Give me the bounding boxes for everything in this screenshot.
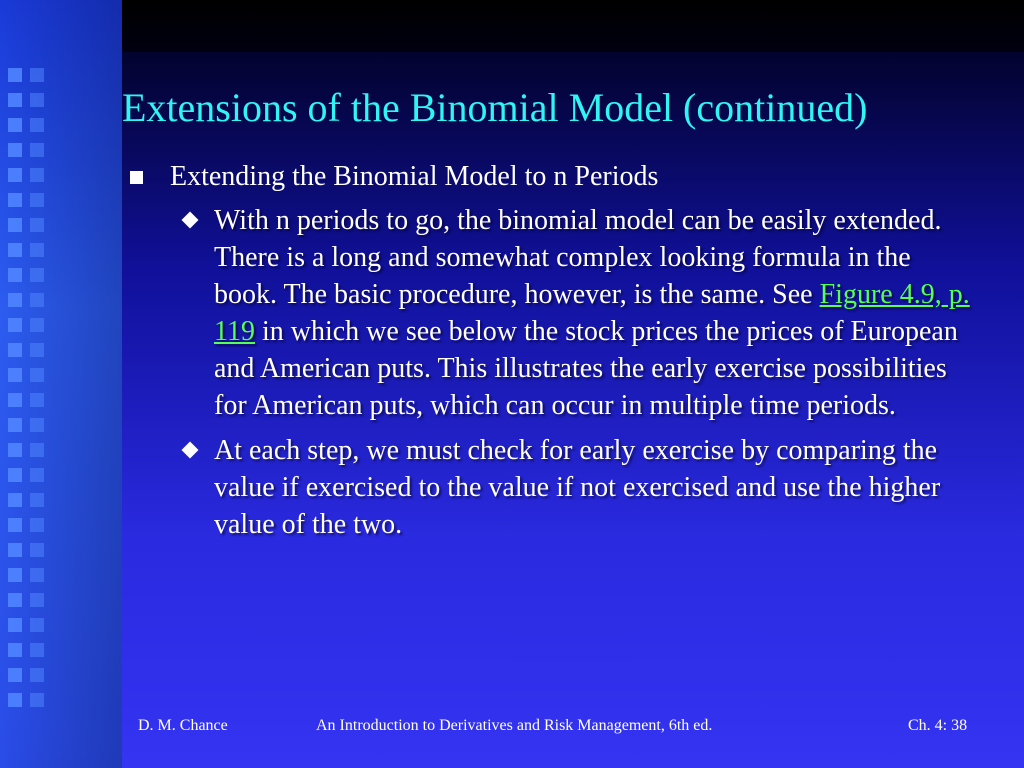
decorative-square xyxy=(8,593,22,607)
decorative-square xyxy=(30,543,44,557)
decorative-squares xyxy=(8,68,48,708)
decorative-square xyxy=(30,468,44,482)
decorative-square xyxy=(30,418,44,432)
sub-bullet-1-text-before: With n periods to go, the binomial model can be easily extended. There is a long and somewhat complex looking formula in the book. The basic procedure, however, is the same. See xyxy=(214,205,942,310)
decorative-square xyxy=(30,593,44,607)
decorative-square xyxy=(8,343,22,357)
sub-bullet-1-text-after: in which we see below the stock prices the prices of European and American puts. This illustrates the early exercise possibilities for American puts, which can occur in multiple time periods. xyxy=(214,316,958,421)
decorative-square xyxy=(8,468,22,482)
square-bullet-icon xyxy=(130,171,143,184)
decorative-square xyxy=(8,218,22,232)
decorative-square xyxy=(30,493,44,507)
footer-book: An Introduction to Derivatives and Risk Management, 6th ed. xyxy=(316,717,713,734)
decorative-square xyxy=(30,318,44,332)
decorative-square xyxy=(30,618,44,632)
decorative-square xyxy=(8,393,22,407)
decorative-square xyxy=(8,293,22,307)
decorative-square xyxy=(30,293,44,307)
decorative-square xyxy=(8,193,22,207)
top-dark-band xyxy=(122,0,1024,52)
decorative-square xyxy=(8,643,22,657)
decorative-square xyxy=(30,268,44,282)
decorative-square xyxy=(8,668,22,682)
slide-content xyxy=(130,160,970,543)
decorative-square xyxy=(8,443,22,457)
decorative-square xyxy=(8,518,22,532)
decorative-square xyxy=(8,318,22,332)
decorative-square xyxy=(30,168,44,182)
decorative-square xyxy=(30,443,44,457)
decorative-square xyxy=(30,68,44,82)
sub-bullet-1 xyxy=(214,202,970,424)
left-decorative-band xyxy=(0,0,122,768)
decorative-square xyxy=(8,143,22,157)
figure-link[interactable]: Figure 4.9, p. 119 xyxy=(214,279,970,347)
decorative-square xyxy=(30,218,44,232)
decorative-square xyxy=(8,168,22,182)
decorative-square xyxy=(30,193,44,207)
decorative-square xyxy=(30,518,44,532)
footer-author: D. M. Chance xyxy=(138,717,228,734)
sub-bullet-2-text: At each step, we must check for early exercise by comparing the value if exercised to the value if not exercised and use the higher value of the two. xyxy=(214,435,941,540)
decorative-square xyxy=(30,343,44,357)
diamond-bullet-icon xyxy=(182,442,199,459)
decorative-square xyxy=(8,118,22,132)
decorative-square xyxy=(30,118,44,132)
decorative-square xyxy=(8,368,22,382)
decorative-square xyxy=(30,368,44,382)
decorative-square xyxy=(30,93,44,107)
decorative-square xyxy=(30,243,44,257)
decorative-square xyxy=(30,143,44,157)
decorative-square xyxy=(8,68,22,82)
decorative-square xyxy=(8,568,22,582)
decorative-square xyxy=(8,543,22,557)
decorative-square xyxy=(30,568,44,582)
decorative-square xyxy=(30,643,44,657)
decorative-square xyxy=(8,493,22,507)
diamond-bullet-icon xyxy=(182,212,199,229)
decorative-square xyxy=(8,418,22,432)
main-bullet-text: Extending the Binomial Model to n Periods xyxy=(170,161,659,192)
decorative-square xyxy=(8,693,22,707)
decorative-square xyxy=(8,93,22,107)
main-bullet xyxy=(130,160,970,194)
decorative-square xyxy=(30,668,44,682)
decorative-square xyxy=(8,243,22,257)
decorative-square xyxy=(30,693,44,707)
slide-title: Extensions of the Binomial Model (continued) xyxy=(122,85,868,130)
decorative-square xyxy=(30,393,44,407)
decorative-square xyxy=(8,618,22,632)
sub-bullet-2 xyxy=(214,432,970,543)
decorative-square xyxy=(8,268,22,282)
footer-page-number: Ch. 4: 38 xyxy=(908,717,968,734)
